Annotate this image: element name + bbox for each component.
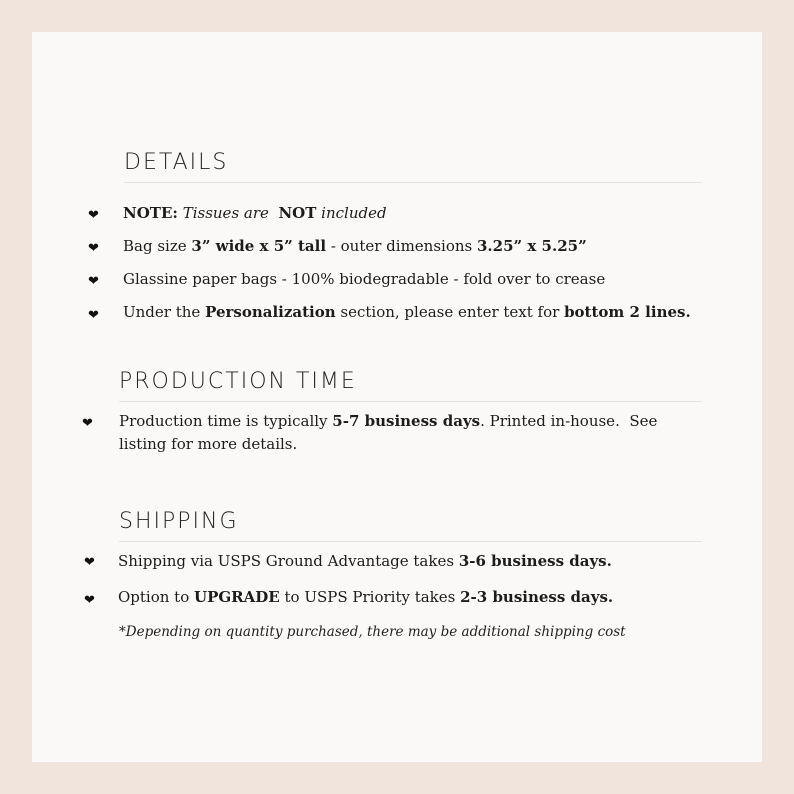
info-card xyxy=(32,32,762,762)
details-item-text xyxy=(123,202,387,225)
heart-icon: ❤ xyxy=(84,555,95,570)
plain-text: - outer dimensions xyxy=(326,237,477,255)
details-item-text xyxy=(123,301,691,324)
bold-text: NOT xyxy=(278,204,317,222)
plain-text: Option to xyxy=(118,588,195,606)
plain-text: Production time is typically xyxy=(119,412,333,430)
production-section xyxy=(119,369,702,402)
plain-text: Glassine paper bags - 100% biodegradable - fold over to crease xyxy=(123,270,606,288)
bold-text: 3.25” x 5.25” xyxy=(477,237,587,255)
shipping-heading: SHIPPING xyxy=(119,509,239,534)
heart-icon: ❤ xyxy=(88,274,99,289)
bold-text: 3” wide x 5” tall xyxy=(191,237,327,255)
plain-text: section, please enter text for xyxy=(335,303,565,321)
plain-text: Shipping via USPS Ground Advantage takes xyxy=(118,552,459,570)
heart-icon: ❤ xyxy=(84,593,95,608)
production-item-text xyxy=(119,410,709,456)
plain-text: Bag size xyxy=(123,237,192,255)
details-heading: DETAILS xyxy=(124,150,229,175)
bold-text: Personalization xyxy=(205,303,336,321)
bold-text: 2-3 business days. xyxy=(460,588,614,606)
heart-icon: ❤ xyxy=(88,208,99,223)
shipping-section xyxy=(119,509,702,542)
details-item-text xyxy=(123,268,605,291)
italic-text: Tissues are xyxy=(182,204,274,222)
heart-icon: ❤ xyxy=(88,241,99,256)
bold-text: bottom 2 lines. xyxy=(564,303,691,321)
bold-text: 5-7 business days xyxy=(332,412,481,430)
details-divider xyxy=(124,182,702,183)
heart-icon: ❤ xyxy=(88,308,99,323)
bold-text: 3-6 business days. xyxy=(458,552,612,570)
plain-text: . Printed in-house. See listing for more details. xyxy=(119,412,663,453)
details-section xyxy=(124,150,702,183)
production-divider xyxy=(119,401,702,402)
bold-text: UPGRADE xyxy=(194,588,280,606)
production-heading: PRODUCTION TIME xyxy=(119,369,357,394)
details-item-text xyxy=(123,235,587,258)
bold-text: NOTE: xyxy=(123,204,178,222)
plain-text: Under the xyxy=(123,303,206,321)
shipping-divider xyxy=(119,541,702,542)
plain-text: to USPS Priority takes xyxy=(279,588,461,606)
shipping-item-text xyxy=(118,550,612,573)
shipping-item-text xyxy=(118,586,613,609)
italic-text: included xyxy=(316,204,387,222)
shipping-footnote: *Depending on quantity purchased, there may be additional shipping cost xyxy=(119,624,626,640)
heart-icon: ❤ xyxy=(82,416,93,431)
